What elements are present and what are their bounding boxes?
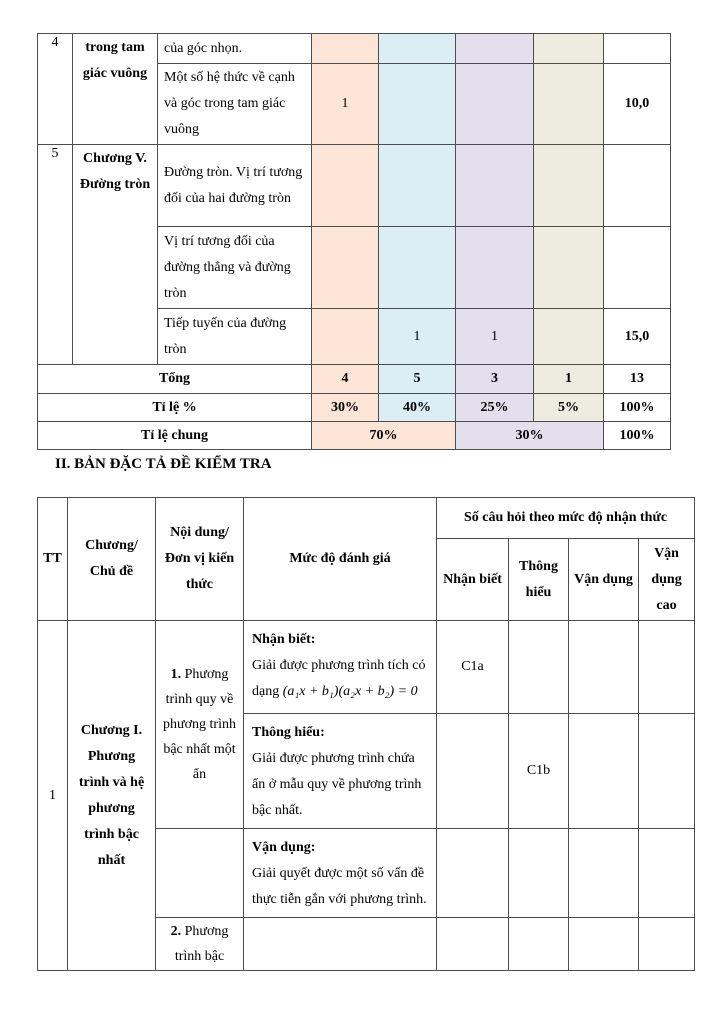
level-description: Giải được phương trình tích có dạng (a₁x + b₁)(a₂x + b₂) = 0 xyxy=(252,658,426,699)
cell-vdc xyxy=(534,145,604,227)
cell-th xyxy=(379,145,456,227)
cell-empty xyxy=(437,829,509,918)
section-heading: II. BẢN ĐẶC TẢ ĐỀ KIỂM TRA xyxy=(55,456,272,472)
question-code-c1a: C1a xyxy=(437,621,509,714)
cell-th-count: 1 xyxy=(379,309,456,365)
header-th: Thông hiểu xyxy=(509,539,569,621)
cell-total xyxy=(604,227,671,309)
level-label: Vận dụng: xyxy=(252,840,316,855)
cell-vdc xyxy=(534,309,604,365)
cell-total-points: 15,0 xyxy=(604,309,671,365)
spec-table xyxy=(37,497,695,971)
total-th: 5 xyxy=(379,365,456,394)
level-nhan-biet xyxy=(244,621,437,714)
cell-vd xyxy=(456,34,534,64)
cell-vd xyxy=(456,227,534,309)
unit-text: Phương trình quy về phương trình bậc nhất một ẩn xyxy=(163,667,236,782)
exam-matrix-table xyxy=(37,33,671,450)
row5-content-1: Đường tròn. Vị trí tương đối của hai đường tròn xyxy=(158,145,312,227)
row4-content-1: của góc nhọn. xyxy=(158,34,312,64)
question-code-c1b: C1b xyxy=(509,714,569,829)
cell-th xyxy=(379,34,456,64)
equation: (a₁x + b₁)(a₂x + b₂) = 0 xyxy=(282,684,418,699)
header-chapter: Chương/ Chủ đề xyxy=(68,498,156,621)
cell-vdc xyxy=(534,227,604,309)
percent-total: 100% xyxy=(604,394,671,422)
common-percent-left: 70% xyxy=(312,422,456,450)
cell-empty xyxy=(639,829,695,918)
cell-th xyxy=(379,64,456,145)
unit-text: Phương trình bậc xyxy=(174,924,229,964)
spec-unit-1 xyxy=(156,621,244,829)
cell-empty xyxy=(437,918,509,971)
percent-vd: 25% xyxy=(456,394,534,422)
spec-row-index: 1 xyxy=(38,621,68,971)
common-percent-label: Tỉ lệ chung xyxy=(38,422,312,450)
unit-number: 2. xyxy=(170,924,182,939)
header-question-span: Số câu hỏi theo mức độ nhận thức xyxy=(437,498,695,539)
row5-content-3: Tiếp tuyến của đường tròn xyxy=(158,309,312,365)
cell-nb xyxy=(312,227,379,309)
level-van-dung xyxy=(244,829,437,918)
cell-nb-count: 1 xyxy=(312,64,379,145)
cell-empty xyxy=(639,714,695,829)
header-nb: Nhận biết xyxy=(437,539,509,621)
cell-empty xyxy=(569,829,639,918)
cell-empty xyxy=(569,918,639,971)
cell-empty xyxy=(509,829,569,918)
level-thong-hieu xyxy=(244,714,437,829)
header-vd: Vận dụng xyxy=(569,539,639,621)
cell-nb xyxy=(312,34,379,64)
header-content: Nội dung/Đơn vị kiến thức xyxy=(156,498,244,621)
cell-vdc xyxy=(534,34,604,64)
cell-vd-count: 1 xyxy=(456,309,534,365)
total-row-label: Tổng xyxy=(38,365,312,394)
cell-empty xyxy=(437,714,509,829)
level-description: Giải quyết được một số vấn đề thực tiễn gắn với phương trình. xyxy=(252,866,427,907)
level-label: Thông hiểu: xyxy=(252,725,325,740)
total-all: 13 xyxy=(604,365,671,394)
spec-unit-2 xyxy=(156,918,244,971)
common-percent-total: 100% xyxy=(604,422,671,450)
percent-nb: 30% xyxy=(312,394,379,422)
spec-unit-empty xyxy=(156,829,244,918)
cell-total xyxy=(604,145,671,227)
spec-chapter: Chương I. Phương trình và hệ phương trình bậc nhất xyxy=(68,621,156,971)
total-vd: 3 xyxy=(456,365,534,394)
row4-chapter: trong tam giác vuông xyxy=(73,34,158,145)
cell-empty xyxy=(569,621,639,714)
row5-content-2: Vị trí tương đối của đường thẳng và đường tròn xyxy=(158,227,312,309)
cell-empty xyxy=(569,714,639,829)
cell-vdc xyxy=(534,64,604,145)
row4-content-2: Một số hệ thức về cạnh và góc trong tam giác vuông xyxy=(158,64,312,145)
common-percent-right: 30% xyxy=(456,422,604,450)
level-empty xyxy=(244,918,437,971)
cell-empty xyxy=(509,621,569,714)
cell-total-points: 10,0 xyxy=(604,64,671,145)
cell-vd xyxy=(456,145,534,227)
level-description: Giải được phương trình chứa ẩn ở mẫu quy về phương trình bậc nhất. xyxy=(252,751,422,818)
level-label: Nhận biết: xyxy=(252,632,316,647)
cell-vd xyxy=(456,64,534,145)
cell-empty xyxy=(639,621,695,714)
header-tt: TT xyxy=(38,498,68,621)
percent-row-label: Tỉ lệ % xyxy=(38,394,312,422)
header-vdc: Vận dụng cao xyxy=(639,539,695,621)
total-nb: 4 xyxy=(312,365,379,394)
percent-vdc: 5% xyxy=(534,394,604,422)
cell-empty xyxy=(639,918,695,971)
row4-index: 4 xyxy=(38,34,73,145)
row5-chapter: Chương V. Đường tròn xyxy=(73,145,158,365)
cell-empty xyxy=(509,918,569,971)
cell-nb xyxy=(312,309,379,365)
cell-th xyxy=(379,227,456,309)
unit-number: 1. xyxy=(170,667,182,682)
row5-index: 5 xyxy=(38,145,73,365)
header-level: Mức độ đánh giá xyxy=(244,498,437,621)
percent-th: 40% xyxy=(379,394,456,422)
cell-total xyxy=(604,34,671,64)
cell-nb xyxy=(312,145,379,227)
total-vdc: 1 xyxy=(534,365,604,394)
